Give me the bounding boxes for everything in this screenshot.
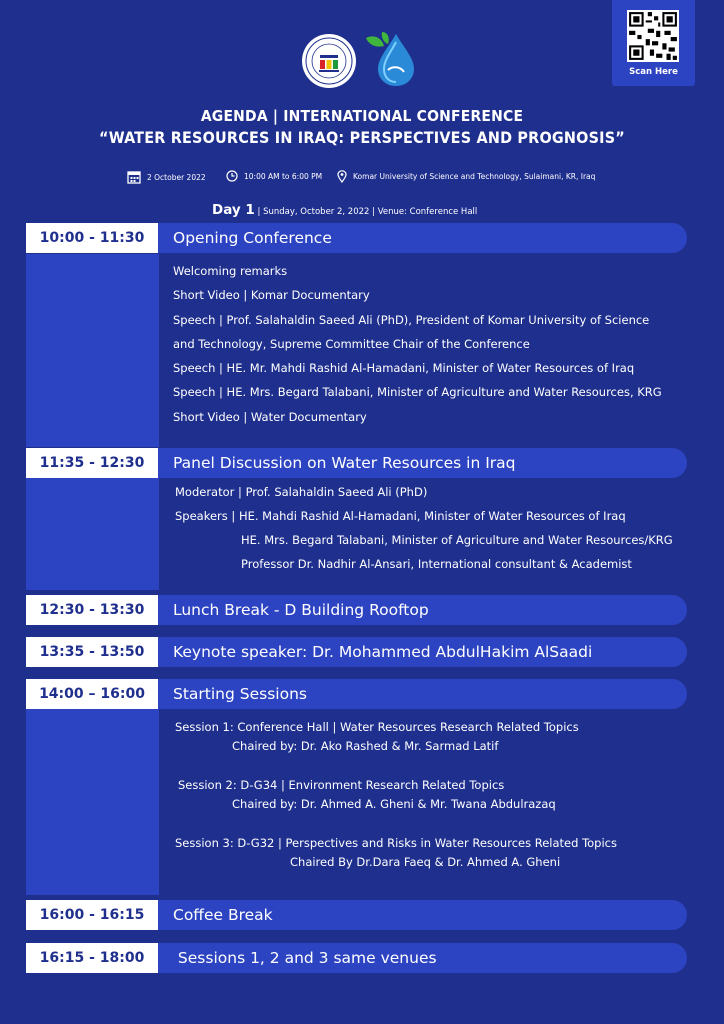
venue-info xyxy=(337,170,595,183)
qr-label: Scan Here xyxy=(629,67,678,77)
time-slot: 14:00 – 16:00 xyxy=(26,679,158,709)
time-slot: 12:30 - 13:30 xyxy=(26,595,158,625)
detail-line: Professor Dr. Nadhir Al-Ansari, International consultant & Academist xyxy=(241,557,632,571)
time-slot: 16:15 - 18:00 xyxy=(26,943,158,973)
detail-line: Speech | HE. Mrs. Begard Talabani, Minister of Agriculture and Water Resources, KRG xyxy=(173,385,662,399)
qr-code-panel[interactable] xyxy=(612,0,695,86)
time-slot: 11:35 - 12:30 xyxy=(26,448,158,478)
session-title: Panel Discussion on Water Resources in Iraq xyxy=(173,454,516,472)
time-slot: 10:00 - 11:30 xyxy=(26,223,158,253)
detail-bar-opening xyxy=(26,254,159,447)
detail-line: Session 3: D-G32 | Perspectives and Risks in Water Resources Related Topics xyxy=(175,836,617,850)
agenda-row-coffee xyxy=(26,900,687,930)
detail-line: Chaired by: Dr. Ahmed A. Gheni & Mr. Twana Abdulrazaq xyxy=(232,797,556,811)
day-details: | Sunday, October 2, 2022 | Venue: Conference Hall xyxy=(254,207,478,217)
location-pin-icon xyxy=(337,170,347,183)
agenda-row-opening xyxy=(26,223,687,253)
detail-line: Moderator | Prof. Salahaldin Saeed Ali (PhD) xyxy=(175,485,428,499)
detail-line: Session 1: Conference Hall | Water Resources Research Related Topics xyxy=(175,720,579,734)
day-label: Day 1 xyxy=(212,202,255,218)
qr-code-icon xyxy=(627,10,679,62)
detail-line: HE. Mrs. Begard Talabani, Minister of Agriculture and Water Resources/KRG xyxy=(241,533,673,547)
agenda-row-sessions xyxy=(26,679,687,709)
time-info xyxy=(226,170,322,182)
session-title: Lunch Break - D Building Rooftop xyxy=(173,601,429,619)
date-info xyxy=(127,170,206,184)
session-title: Starting Sessions xyxy=(173,685,307,703)
detail-line: Short Video | Water Documentary xyxy=(173,410,367,424)
agenda-row-keynote xyxy=(26,637,687,667)
detail-line: Speech | Prof. Salahaldin Saeed Ali (PhD), President of Komar University of Science xyxy=(173,313,650,327)
detail-bar-sessions xyxy=(26,709,159,895)
detail-line: Chaired By Dr.Dara Faeq & Dr. Ahmed A. Gheni xyxy=(290,855,561,869)
detail-line: Session 2: D-G34 | Environment Research Related Topics xyxy=(178,778,505,792)
agenda-title: AGENDA | INTERNATIONAL CONFERENCE xyxy=(200,107,524,125)
university-seal-logo xyxy=(301,33,357,89)
detail-line: Speakers | HE. Mahdi Rashid Al-Hamadani, Minister of Water Resources of Iraq xyxy=(175,509,626,523)
water-drop-logo xyxy=(362,28,424,88)
session-title: Sessions 1, 2 and 3 same venues xyxy=(173,949,437,967)
day-header xyxy=(212,202,477,218)
session-title: Coffee Break xyxy=(173,906,273,924)
clock-icon xyxy=(226,170,238,182)
detail-bar-panel xyxy=(26,478,159,590)
conference-title: “WATER RESOURCES IN IRAQ: PERSPECTIVES AND PROGNOSIS” xyxy=(99,128,625,147)
session-title: Opening Conference xyxy=(173,229,332,247)
detail-line: Chaired by: Dr. Ako Rashed & Mr. Sarmad Latif xyxy=(232,739,499,753)
calendar-icon xyxy=(127,170,141,184)
agenda-row-final-sessions xyxy=(26,943,687,973)
date-text: 2 October 2022 xyxy=(147,172,206,182)
agenda-row-panel xyxy=(26,448,687,478)
time-slot: 13:35 - 13:50 xyxy=(26,637,158,667)
time-slot: 16:00 - 16:15 xyxy=(26,900,158,930)
session-title: Keynote speaker: Dr. Mohammed AbdulHakim AlSaadi xyxy=(173,643,593,661)
detail-line: Welcoming remarks xyxy=(173,264,288,278)
detail-line: and Technology, Supreme Committee Chair of the Conference xyxy=(173,337,530,351)
detail-line: Short Video | Komar Documentary xyxy=(173,288,370,302)
time-text: 10:00 AM to 6:00 PM xyxy=(244,171,323,181)
detail-line: Speech | HE. Mr. Mahdi Rashid Al-Hamadani, Minister of Water Resources of Iraq xyxy=(173,361,635,375)
agenda-row-lunch xyxy=(26,595,687,625)
venue-text: Komar University of Science and Technology, Sulaimani, KR, Iraq xyxy=(353,172,596,181)
